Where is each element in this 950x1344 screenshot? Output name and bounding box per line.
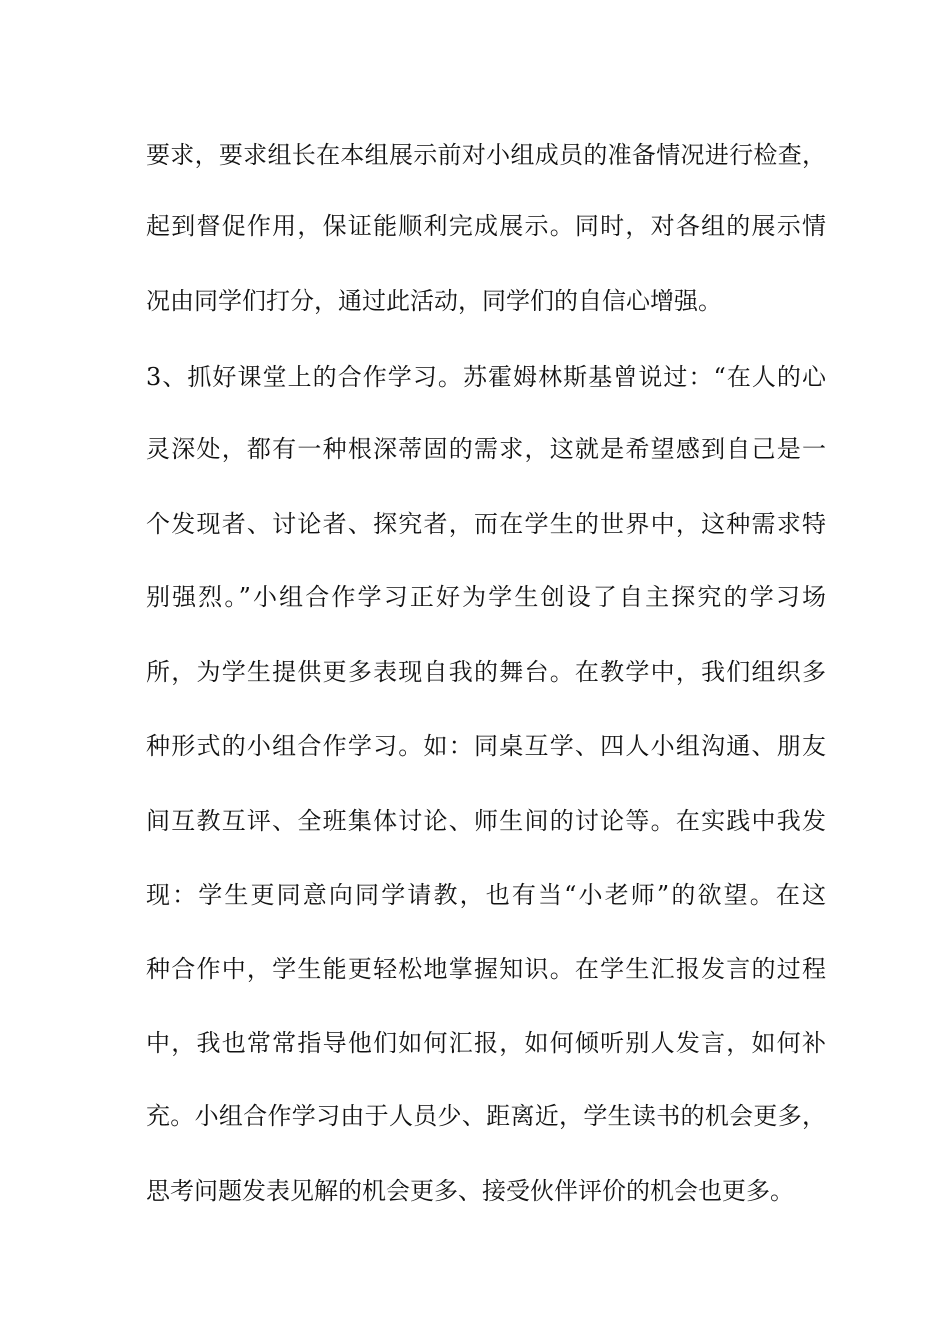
text-line-6: 个发现者、讨论者、探究者，而在学生的世界中，这种需求特 [146,510,826,538]
text-line-11: 现：学生更同意向同学请教，也有当“小老师”的欲望。在这 [146,881,826,909]
text-line-9: 种形式的小组合作学习。如：同桌互学、四人小组沟通、朋友 [146,732,826,760]
text-line-1: 要求，要求组长在本组展示前对小组成员的准备情况进行检查， [146,141,826,169]
text-line-3: 况由同学们打分，通过此活动，同学们的自信心增强。 [146,287,722,315]
text-line-14: 充。小组合作学习由于人员少、距离近，学生读书的机会更多， [146,1102,826,1130]
text-line-8: 所，为学生提供更多表现自我的舞台。在教学中，我们组织多 [146,658,826,686]
text-line-12: 种合作中，学生能更轻松地掌握知识。在学生汇报发言的过程 [146,955,826,983]
text-line-5: 灵深处，都有一种根深蒂固的需求，这就是希望感到自己是一 [146,435,826,463]
text-line-7: 别强烈。”小组合作学习正好为学生创设了自主探究的学习场 [146,583,826,611]
text-line-10: 间互教互评、全班集体讨论、师生间的讨论等。在实践中我发 [146,807,826,835]
text-line-15: 思考问题发表见解的机会更多、接受伙伴评价的机会也更多。 [146,1177,794,1205]
text-line-13: 中，我也常常指导他们如何汇报，如何倾听别人发言，如何补 [146,1029,826,1057]
text-line-4: 3、抓好课堂上的合作学习。苏霍姆林斯基曾说过：“在人的心 [146,363,826,391]
text-line-2: 起到督促作用，保证能顺利完成展示。同时，对各组的展示情 [146,212,826,240]
